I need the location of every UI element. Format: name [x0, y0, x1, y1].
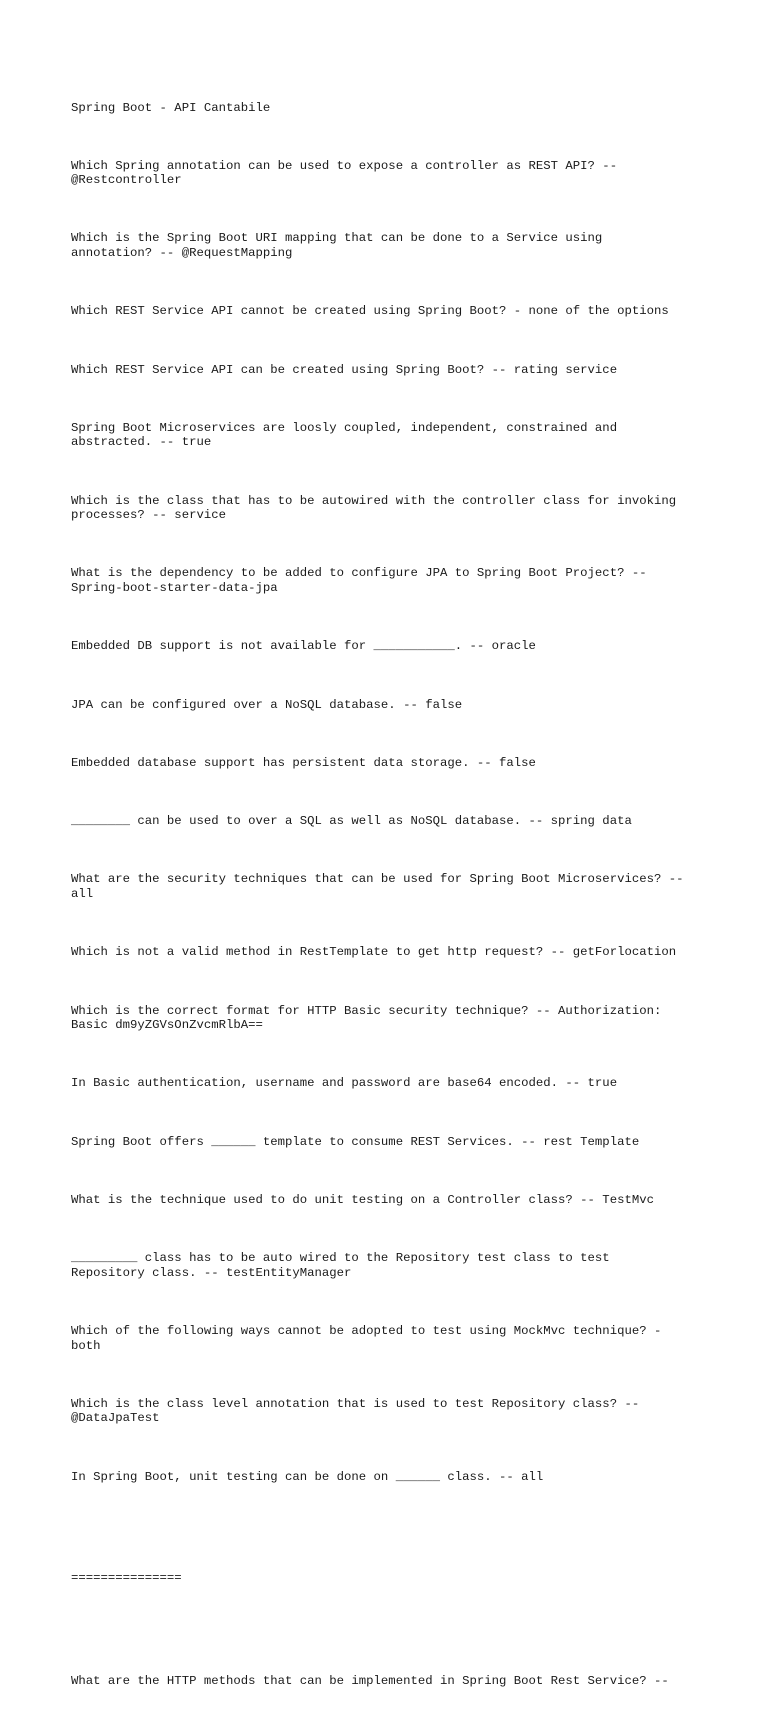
qa-paragraph-trailing: What are the HTTP methods that can be implemented in Spring Boot Rest Service? --: [71, 1674, 669, 1689]
document-body: [71, 72, 711, 1733]
qa-paragraph-6: Which is the class that has to be autowired with the controller class for invoking processes? -- service: [71, 493, 677, 523]
section-separator: ===============: [71, 1571, 182, 1586]
qa-paragraph-14: Which is the correct format for HTTP Basic security technique? -- Authorization: Basic dm9yZGVsOnZvcmRlbA==: [71, 1003, 662, 1033]
qa-paragraph-17: What is the technique used to do unit testing on a Controller class? -- TestMvc: [71, 1192, 654, 1207]
qa-paragraph-19: Which of the following ways cannot be adopted to test using MockMvc technique? - both: [71, 1324, 662, 1353]
qa-paragraph-11: ________ can be used to over a SQL as well as NoSQL database. -- spring data: [71, 814, 632, 829]
blank-line: [71, 1528, 711, 1543]
blank-line: [71, 1630, 711, 1646]
qa-paragraph-3: Which REST Service API cannot be created using Spring Boot? - none of the options: [71, 304, 669, 319]
qa-paragraph-5: Spring Boot Microservices are loosly coupled, independent, constrained and abstracted. -- true: [71, 420, 618, 450]
qa-paragraph-7: What is the dependency to be added to configure JPA to Spring Boot Project? -- Spring-boot-starter-data-jpa: [71, 566, 647, 595]
qa-paragraph-1: Which Spring annotation can be used to expose a controller as REST API? -- @Restcontroller: [71, 158, 618, 188]
qa-paragraph-12: What are the security techniques that can be used for Spring Boot Microservices? -- all: [71, 872, 684, 901]
qa-paragraph-10: Embedded database support has persistent data storage. -- false: [71, 755, 536, 770]
qa-paragraph-20: Which is the class level annotation that is used to test Repository class? -- @DataJpaTest: [71, 1396, 640, 1426]
qa-paragraph-9: JPA can be configured over a NoSQL database. -- false: [71, 697, 463, 712]
qa-paragraph-16: Spring Boot offers ______ template to consume REST Services. -- rest Template: [71, 1134, 640, 1149]
document-title: Spring Boot - API Cantabile: [71, 101, 271, 115]
qa-paragraph-18: _________ class has to be auto wired to the Repository test class to test Repository class. -- testEntityManager: [71, 1251, 610, 1280]
qa-paragraph-15: In Basic authentication, username and password are base64 encoded. -- true: [71, 1076, 618, 1091]
qa-paragraph-13: Which is not a valid method in RestTemplate to get http request? -- getForlocation: [71, 945, 677, 960]
qa-paragraph-21: In Spring Boot, unit testing can be done on ______ class. -- all: [71, 1469, 544, 1484]
qa-paragraph-8: Embedded DB support is not available for ___________. -- oracle: [71, 639, 536, 654]
qa-paragraph-4: Which REST Service API can be created using Spring Boot? -- rating service: [71, 362, 618, 377]
qa-paragraph-2: Which is the Spring Boot URI mapping that can be done to a Service using annotation? -- @RequestMapping: [71, 231, 603, 260]
